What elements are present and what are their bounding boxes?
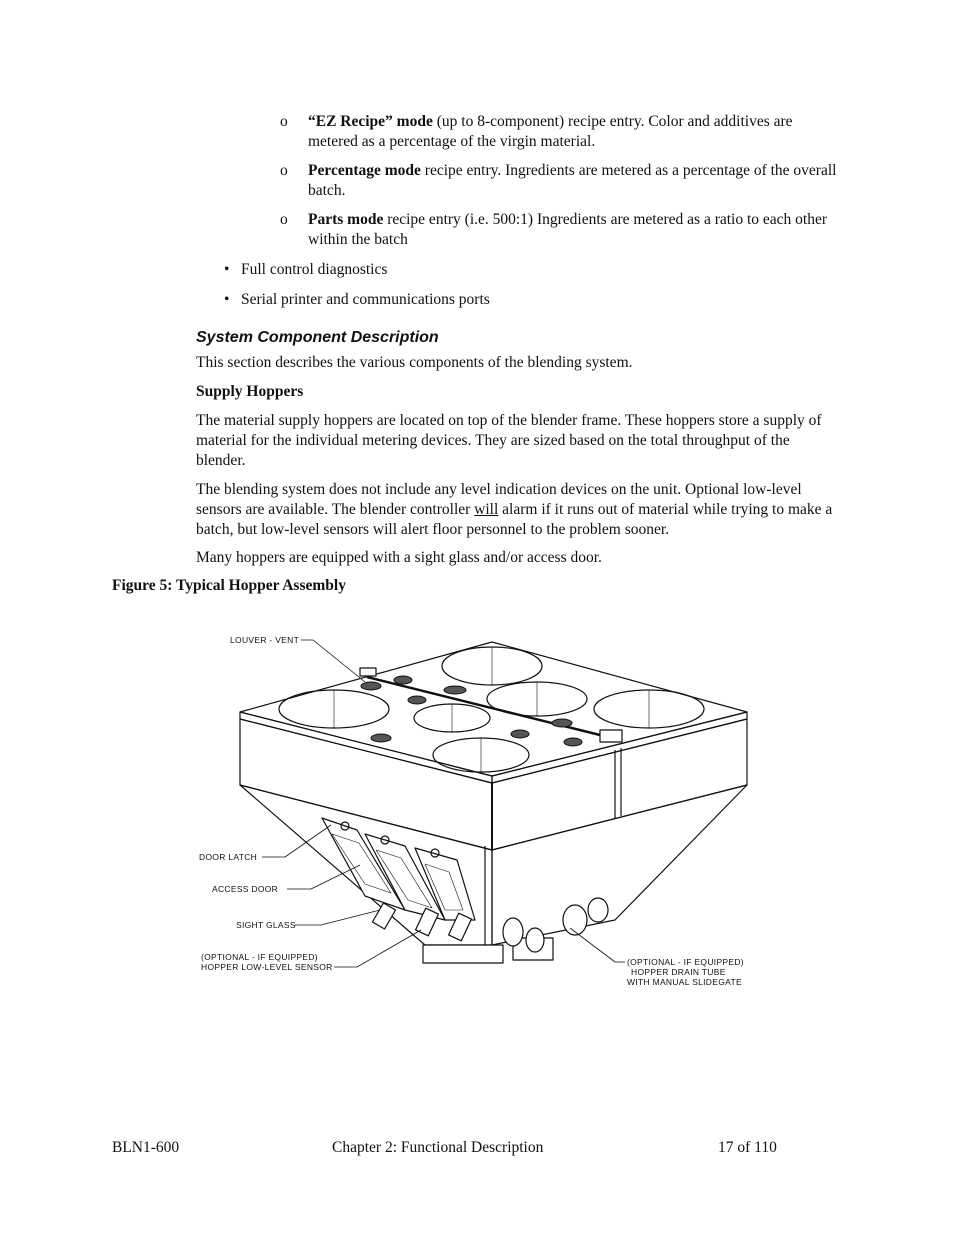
mode-item-percentage <box>280 161 840 201</box>
mode-description: recipe entry (i.e. 500:1) Ingredients are metered as a ratio to each other within the batch <box>308 211 828 248</box>
bullet-text: Full control diagnostics <box>241 261 388 278</box>
label-sight-glass: SIGHT GLASS <box>236 920 296 930</box>
sub-bullet-marker: o <box>280 113 288 130</box>
label-manual-slidegate: WITH MANUAL SLIDEGATE <box>627 977 742 987</box>
mode-item-parts <box>280 210 840 250</box>
label-louver-vent: LOUVER - VENT <box>230 635 300 645</box>
footer-doc-id: BLN1-600 <box>112 1139 180 1156</box>
mode-name: Percentage mode <box>308 162 421 179</box>
sub-bullet-marker: o <box>280 162 288 179</box>
bullet-marker: • <box>224 291 230 308</box>
sub-bullet-marker: o <box>280 211 288 228</box>
footer-chapter: Chapter 2: Functional Description <box>332 1139 544 1156</box>
paragraph-level-sensors <box>196 480 841 540</box>
paragraph-sight-glass: Many hoppers are equipped with a sight glass and/or access door. <box>196 549 602 566</box>
label-low-level-sensor: HOPPER LOW-LEVEL SENSOR <box>201 962 333 972</box>
label-access-door: ACCESS DOOR <box>212 884 279 894</box>
footer-page-number: 17 of 110 <box>718 1139 777 1156</box>
para-text-before: The blending system does not include any level indication devices on the unit. Optional low-level sensors are available. The blender controller <box>196 481 802 518</box>
bullet-item <box>224 290 490 310</box>
label-drain-optional: (OPTIONAL - IF EQUIPPED) <box>627 957 744 967</box>
underlined-word: will <box>474 501 499 518</box>
hopper-assembly-figure <box>195 620 765 1000</box>
mode-description: (up to 8-component) recipe entry. Color and additives are metered as a percentage of the virgin material. <box>308 113 793 150</box>
mode-name: Parts mode <box>308 211 384 228</box>
label-drain-tube: HOPPER DRAIN TUBE <box>631 967 726 977</box>
mode-name: “EZ Recipe” mode <box>308 113 433 130</box>
bullet-text: Serial printer and communications ports <box>241 291 490 308</box>
section-heading: System Component Description <box>196 329 439 346</box>
para-text-after: alarm if it runs out of material while trying to make a batch, but low-level sensors will alert floor personnel to the problem sooner. <box>196 501 833 538</box>
mode-item-ez-recipe <box>280 112 840 152</box>
bullet-item <box>224 260 387 280</box>
label-sensor-optional: (OPTIONAL - IF EQUIPPED) <box>201 952 318 962</box>
subheading: Supply Hoppers <box>196 383 304 400</box>
section-intro: This section describes the various components of the blending system. <box>196 354 633 371</box>
bullet-marker: • <box>224 261 230 278</box>
label-door-latch: DOOR LATCH <box>199 852 258 862</box>
paragraph-hoppers: The material supply hoppers are located on top of the blender frame. These hoppers store a supply of material for the individual metering devices. They are sized based on the total throughput of the blender. <box>196 412 822 469</box>
mode-description: recipe entry. Ingredients are metered as a percentage of the overall batch. <box>308 162 837 199</box>
figure-caption: Figure 5: Typical Hopper Assembly <box>112 577 346 594</box>
